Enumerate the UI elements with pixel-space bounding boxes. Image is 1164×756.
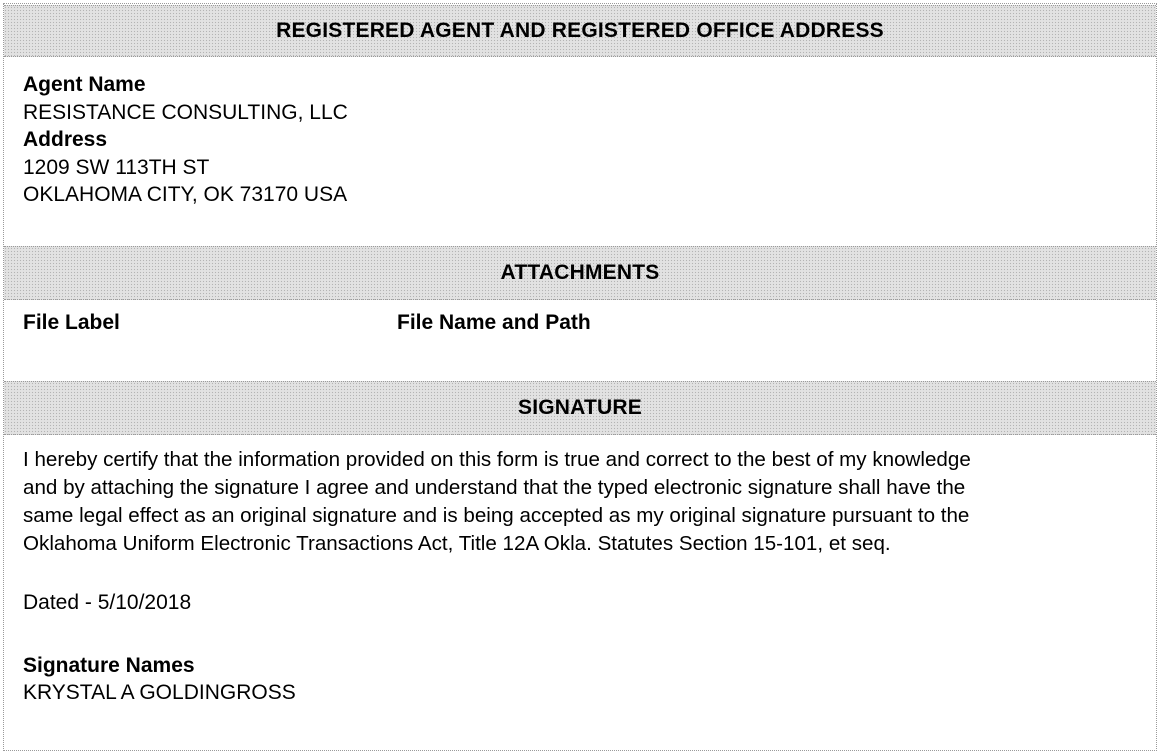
- file-label-column-header: File Label: [23, 311, 120, 334]
- attachments-header: [4, 246, 1156, 300]
- file-name-path-column-header: File Name and Path: [397, 311, 591, 334]
- registered-agent-details: [23, 71, 348, 209]
- certification-line-2: and by attaching the signature I agree and understand that the typed electronic signature shall have the: [23, 476, 966, 499]
- registered-agent-header: [4, 5, 1156, 57]
- agent-name-label: Agent Name: [23, 73, 146, 96]
- signature-names-label: Signature Names: [23, 654, 195, 677]
- address-line-2: OKLAHOMA CITY, OK 73170 USA: [23, 183, 348, 206]
- signature-name-value: KRYSTAL A GOLDINGROSS: [23, 681, 296, 704]
- signature-names-block: [23, 652, 296, 706]
- certification-line-4: Oklahoma Uniform Electronic Transactions Act, Title 12A Okla. Statutes Section 15-101, et seq.: [23, 532, 891, 555]
- address-label: Address: [23, 128, 108, 151]
- certification-statement: [23, 446, 1153, 558]
- attachments-header-title: ATTACHMENTS: [500, 261, 660, 284]
- signature-header: [4, 381, 1156, 435]
- certification-line-3: same legal effect as an original signature and is being accepted as my original signature pursuant to the: [23, 504, 970, 527]
- registered-agent-header-title: REGISTERED AGENT AND REGISTERED OFFICE ADDRESS: [276, 19, 884, 42]
- certification-line-1: I hereby certify that the information provided on this form is true and correct to the best of my knowledge: [23, 448, 971, 471]
- signature-header-title: SIGNATURE: [518, 396, 642, 419]
- agent-name-value: RESISTANCE CONSULTING, LLC: [23, 100, 348, 124]
- address-line-1: 1209 SW 113TH ST: [23, 155, 210, 179]
- dated-text: Dated - 5/10/2018: [23, 591, 192, 614]
